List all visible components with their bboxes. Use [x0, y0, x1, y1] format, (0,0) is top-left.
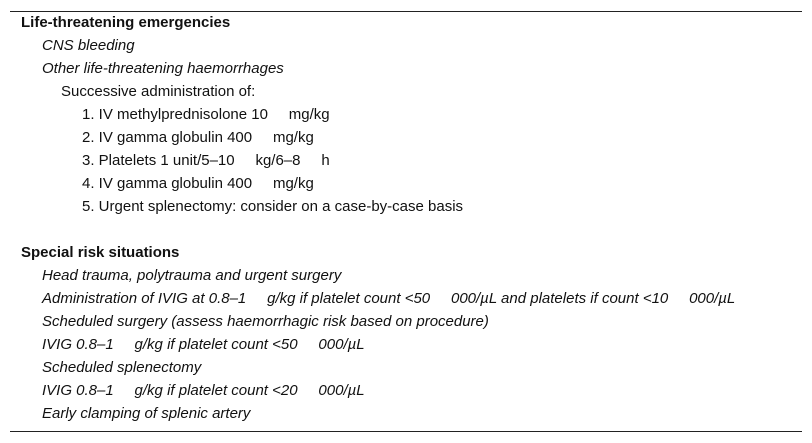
- table-top-rule: [10, 11, 802, 12]
- list-item: Administration of IVIG at 0.8–1 g/kg if platelet count <50 000/µL and platelets if count <10 000/µL: [42, 290, 736, 307]
- step-item: 2. IV gamma globulin 400 mg/kg: [82, 129, 314, 146]
- list-item: Other life-threatening haemorrhages: [42, 60, 284, 77]
- list-item: Scheduled surgery (assess haemorrhagic risk based on procedure): [42, 313, 489, 330]
- list-item: Head trauma, polytrauma and urgent surgery: [42, 267, 342, 284]
- list-item: IVIG 0.8–1 g/kg if platelet count <20 000/µL: [42, 382, 365, 399]
- section-title-special: Special risk situations: [21, 244, 180, 261]
- step-item: 3. Platelets 1 unit/5–10 kg/6–8 h: [82, 152, 330, 169]
- list-item: IVIG 0.8–1 g/kg if platelet count <50 000/µL: [42, 336, 365, 353]
- step-item: 1. IV methylprednisolone 10 mg/kg: [82, 106, 330, 123]
- list-item: Scheduled splenectomy: [42, 359, 202, 376]
- step-item: 4. IV gamma globulin 400 mg/kg: [82, 175, 314, 192]
- table-bottom-rule: [10, 431, 802, 432]
- step-item: 5. Urgent splenectomy: consider on a case-by-case basis: [82, 198, 464, 215]
- sub-heading: Successive administration of:: [61, 83, 256, 100]
- section-title-emergencies: Life-threatening emergencies: [21, 14, 231, 31]
- list-item: CNS bleeding: [42, 37, 135, 54]
- list-item: Early clamping of splenic artery: [42, 405, 251, 422]
